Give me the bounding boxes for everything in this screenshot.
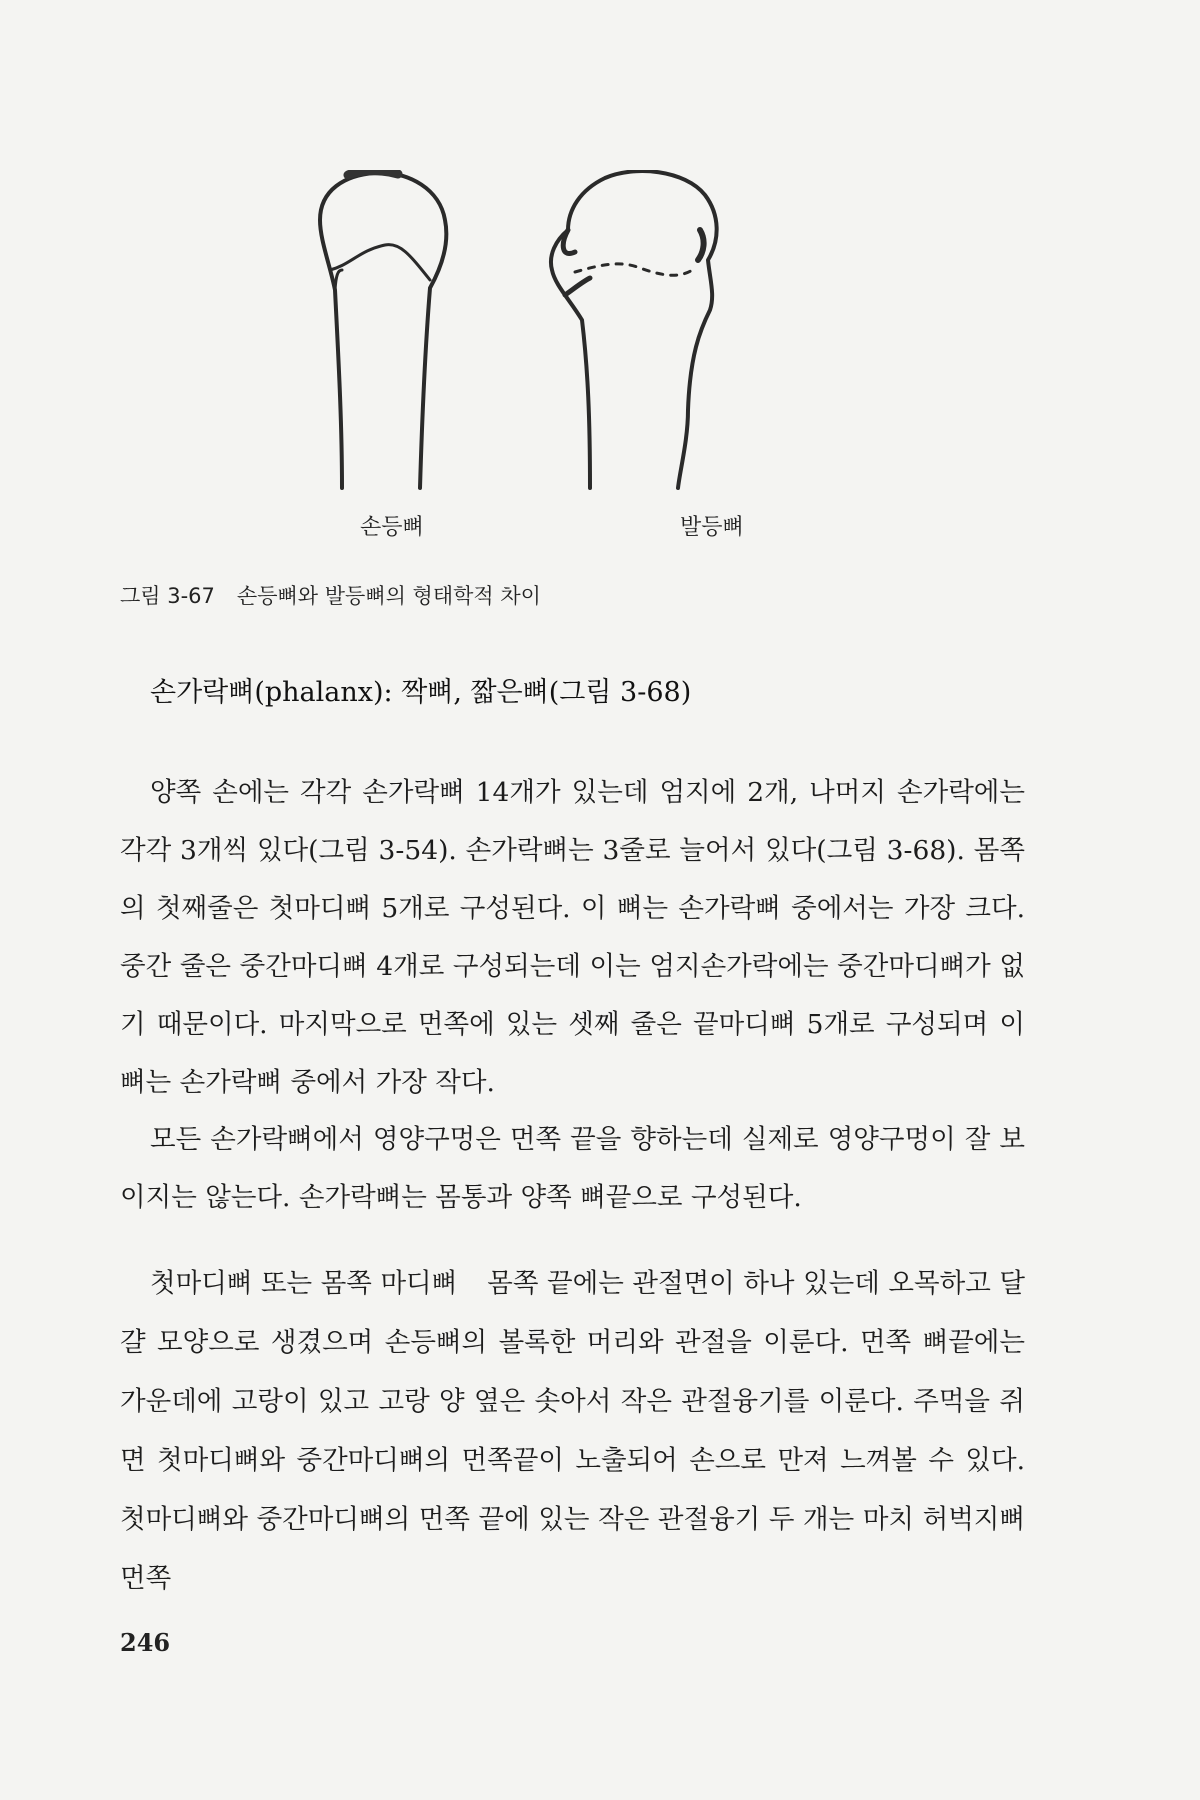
figure-caption (120, 580, 541, 610)
metatarsal-label: 발등뼈 (680, 515, 744, 540)
paragraph-phalanx-count: 양쪽 손에는 각각 손가락뼈 14개가 있는데 엄지에 2개, 나머지 손가락에는 각각 3개씩 있다(그림 3-54). 손가락뼈는 3줄로 늘어서 있다(그림 3-68). 몸쪽의 첫째줄은 첫마디뼈 5개로 구성된다. 이 뼈는 손가락뼈 중에서는 가장 크다. 중간 줄은 중간마디뼈 4개로 구성되는데 이는 엄지손가락에는 중간마디뼈가 없기 때문이다. 마지막으로 먼쪽에 있는 셋째 줄은 끝마디뼈 5개로 구성되며 이 뼈는 손가락뼈 중에서 가장 작다. (120, 777, 1025, 1098)
metatarsal-drawing (551, 171, 717, 488)
paragraph-proximal-phalanx-body: 몸쪽 끝에는 관절면이 하나 있는데 오목하고 달걀 모양으로 생겼으며 손등뼈의 볼록한 머리와 관절을 이룬다. 먼쪽 뼈끝에는 가운데에 고랑이 있고 고랑 양 옆은 솟아서 작은 관절융기를 이룬다. 주먹을 쥐면 첫마디뼈와 중간마디뼈의 먼쪽끝이 노출되어 손으로 만져 느껴볼 수 있다. 첫마디뼈와 중간마디뼈의 먼쪽 끝에 있는 작은 관절융기 두 개는 마치 허벅지뼈 먼쪽 (120, 1268, 1025, 1594)
metacarpal-drawing (320, 171, 446, 488)
page-number: 246 (120, 1628, 171, 1657)
figure-caption-text: 손등뼈와 발등뼈의 형태학적 차이 (236, 584, 541, 608)
paragraph-nutrient-foramen: 모든 손가락뼈에서 영양구멍은 먼쪽 끝을 향하는데 실제로 영양구멍이 잘 보이지는 않는다. 손가락뼈는 몸통과 양쪽 뼈끝으로 구성된다. (120, 1124, 1025, 1213)
metacarpal-label: 손등뼈 (360, 515, 424, 540)
bone-illustration (290, 170, 850, 500)
section-heading: 손가락뼈(phalanx): 짝뼈, 짧은뼈(그림 3-68) (150, 677, 692, 708)
paragraph-proximal-phalanx (120, 1254, 1025, 1608)
figure-caption-number: 그림 3-67 (120, 584, 215, 608)
term-proximal-phalanx: 첫마디뼈 또는 몸쪽 마디뼈 (150, 1268, 458, 1299)
